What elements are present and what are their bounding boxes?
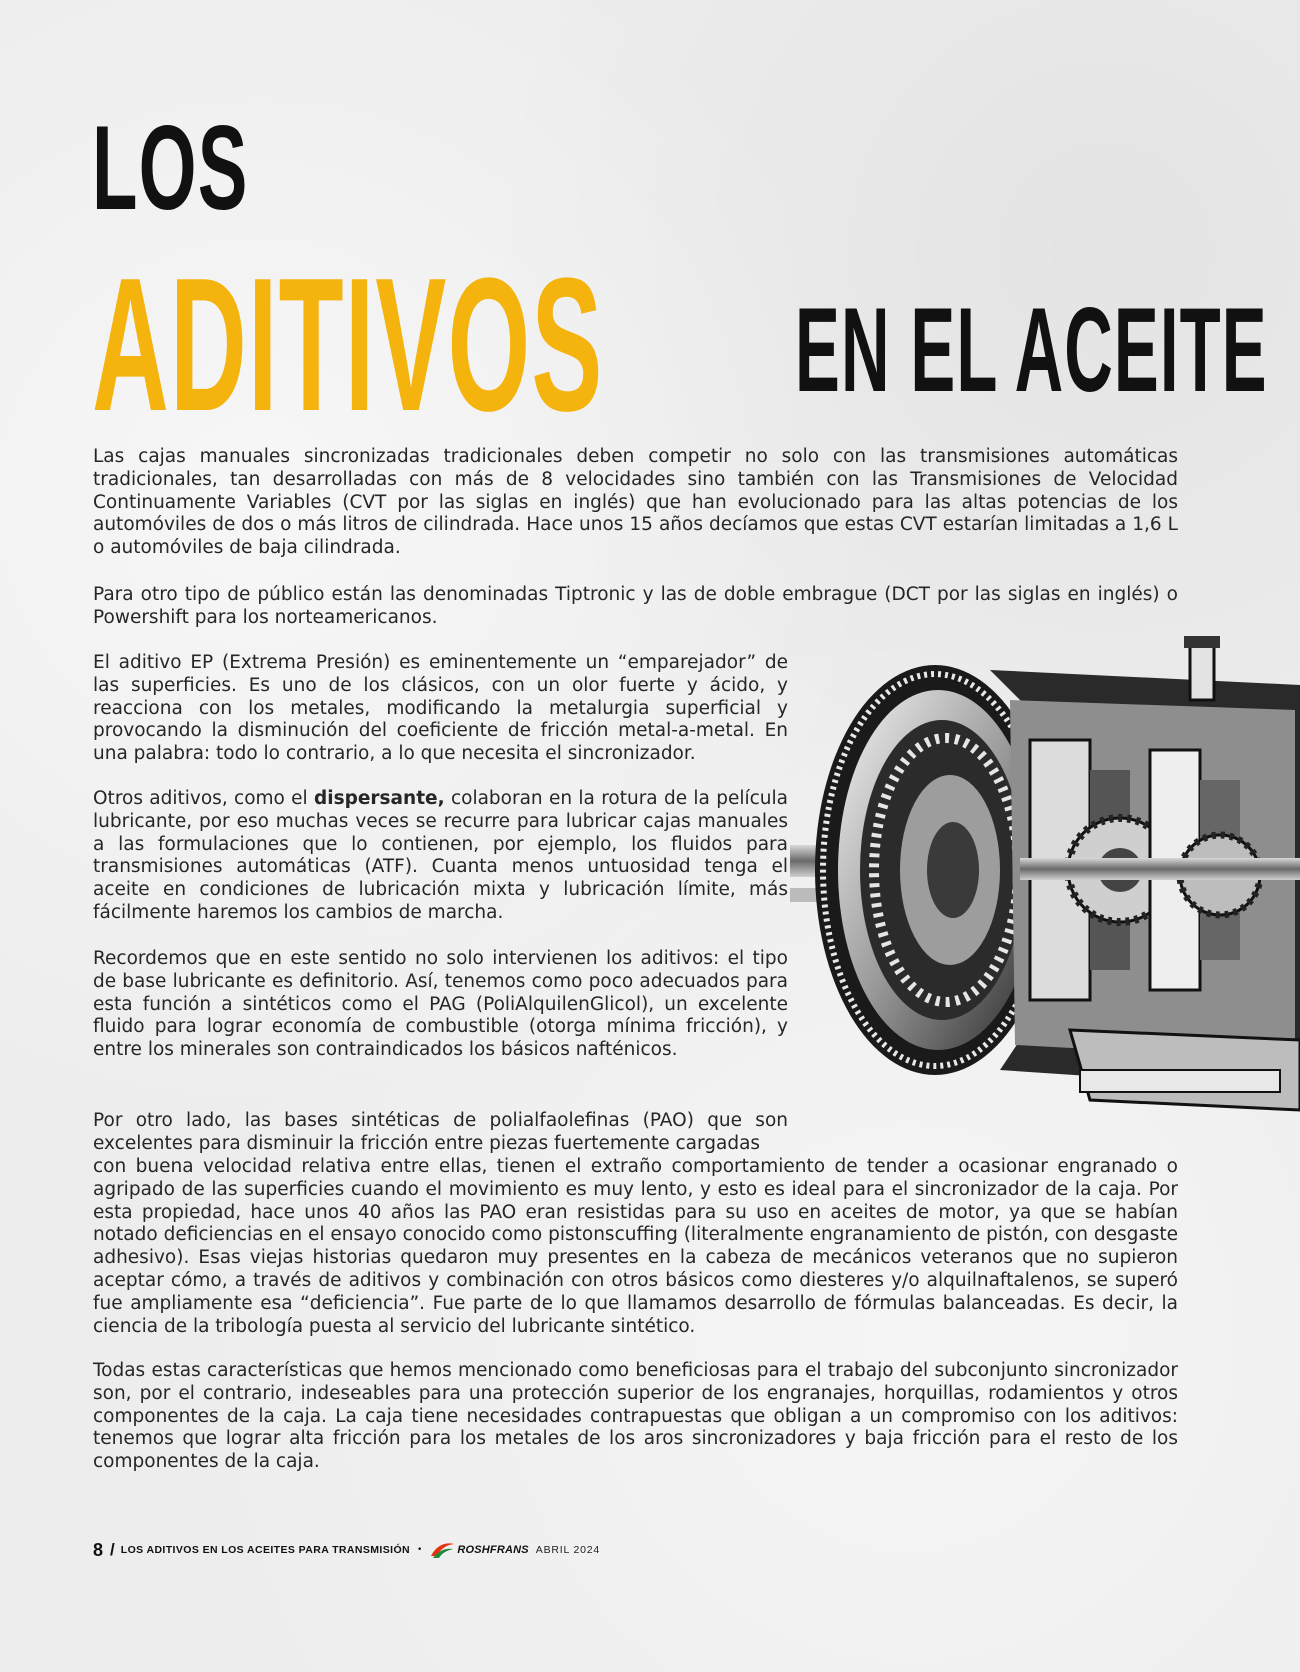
paragraph-ep-additive: El aditivo EP (Extrema Presión) es eminentemente un “emparejador” de las superficies. Es uno de los clásicos, con un olor fuerte y ácido, y reacciona con los metales, modificando la metalurgia superficial y provocando la disminución del coeficiente de fricción metal-a-metal. En una palabra: todo lo contrario, a lo que necesita el sincronizador.	[93, 652, 788, 765]
paragraph-pao-continued: con buena velocidad relativa entre ellas, tienen el extraño comportamiento de tender a ocasionar engranado o agripado de las superficies cuando el movimiento es muy lento, y esto es ideal para el sincronizador de la caja. Por esta propiedad, hace unos 40 años las PAO eran resistidas para su uso en aceites de motor, ya que se habían notado deficiencias en el ensayo conocido como pistonscuffing (literalmente engranamiento de pistón, con desgaste adhesivo). Esas viejas historias quedaron muy presentes en la cabeza de mecánicos veteranos que no supieron aceptar cómo, a través de aditivos y combinación con otros básicos como diesteres y/o alquilnaftalenos, se superó fue ampliamente esa “deficiencia”. Fue parte de lo que llamamos desarrollo de fórmulas balanceadas. Es decir, la ciencia de la tribología puesta al servicio del lubricante sintético.	[93, 1156, 1178, 1337]
roshfrans-logo-icon	[429, 1540, 455, 1560]
paragraph-conclusion: Todas estas características que hemos mencionado como beneficiosas para el trabajo del subconjunto sincronizador son, por el contrario, indeseables para una protección superior de los engranajes, horquillas, rodamientos y otros componentes de la caja. La caja tiene necesidades contrapuestas que obligan a un compromiso con los aditivos: tenemos que lograr alta fricción para los metales de los aros sincronizadores y baja fricción para el resto de los componentes de la caja.	[93, 1360, 1178, 1473]
transmission-cutaway-illustration	[790, 630, 1300, 1130]
paragraph-tiptronic-dct: Para otro tipo de público están las denominadas Tiptronic y las de doble embrague (DCT por las siglas en inglés) o Powershift para los norteamericanos.	[93, 584, 1178, 628]
paragraph-pao-start: Por otro lado, las bases sintéticas de polialfaolefinas (PAO) que son excelentes para disminuir la fricción entre piezas fuertemente cargadas	[93, 1110, 788, 1154]
brand-name: ROSHFRANS	[457, 1544, 529, 1556]
paragraph-dispersant	[93, 788, 788, 925]
issue-date: ABRIL 2024	[535, 1544, 601, 1556]
title-line-en-el-aceite: EN EL ACEITE	[795, 283, 1268, 417]
title-line-los: LOS	[92, 101, 249, 235]
page-footer	[93, 1538, 600, 1562]
footer-bullet: •	[417, 1545, 423, 1555]
paragraph-dispersant-keyword: dispersante,	[314, 788, 445, 809]
brand-logo	[429, 1540, 528, 1560]
page-number: 8	[93, 1539, 104, 1560]
title-highlight-aditivos: ADITIVOS	[92, 239, 604, 451]
footer-separator: /	[110, 1540, 115, 1559]
paragraph-cvt-competition: Las cajas manuales sincronizadas tradicionales deben competir no solo con las transmisiones automáticas tradicionales, tan desarrolladas con más de 8 velocidades sino también con las Transmisiones de Velocidad Continuamente Variables (CVT por las siglas en inglés) que han evolucionado para las altas potencias de los automóviles de dos o más litros de cilindrada. Hace unos 15 años decíamos que estas CVT estarían limitadas a 1,6 L o automóviles de baja cilindrada.	[93, 446, 1178, 559]
paragraph-base-oil: Recordemos que en este sentido no solo intervienen los aditivos: el tipo de base lubricante es definitorio. Así, tenemos como poco adecuados para esta función a sintéticos como el PAG (PoliAlquilenGlicol), un excelente fluido para lograr economía de combustible (otorga mínima fricción), y entre los minerales son contraindicados los básicos nafténicos.	[93, 948, 788, 1061]
running-title: LOS ADITIVOS EN LOS ACEITES PARA TRANSMISIÓN	[120, 1544, 411, 1556]
paragraph-dispersant-body: colaboran en la rotura de la película lubricante, por eso muchas veces se recurre para lubricar cajas manuales a las formulaciones que lo contienen, por ejemplo, los fluidos para transmisiones automáticas (ATF). Cuanta menos untuosidad tenga el aceite en condiciones de lubricación mixta y lubricación límite, más fácilmente haremos los cambios de marcha.	[93, 788, 788, 923]
paragraph-dispersant-intro: Otros aditivos, como el	[93, 788, 315, 809]
